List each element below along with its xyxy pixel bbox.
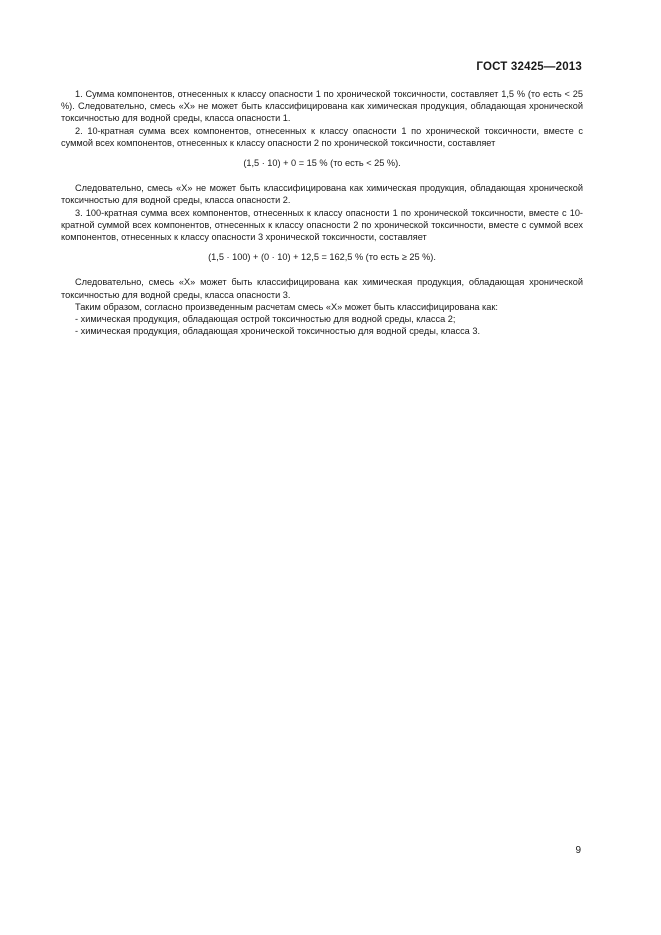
paragraph-1: 1. Сумма компонентов, отнесенных к классу опасности 1 по хронической токсичности, составляет 1,5 % (то есть < 25 %). Следовательно, смесь «Х» не может быть классифицирована как химическая продукция, обладающая хронической токсичностью для водной среды, класса опасности 1. <box>61 89 583 124</box>
paragraph-3: Следовательно, смесь «Х» не может быть классифицирована как химическая продукция, обладающая хронической токсичностью для водной среды, класса опасности 2. <box>61 183 583 206</box>
paragraph-4: 3. 100-кратная сумма всех компонентов, отнесенных к классу опасности 1 по хронической токсичности, вместе с 10-кратной суммой всех компонентов, отнесенных к классу опасности 2 по хронической токсичности, вместе с суммой всех компонентов, отнесенных к классу опасности 3 хронической токсичности, составляет <box>61 207 583 243</box>
paragraph-2: 2. 10-кратная сумма всех компонентов, отнесенных к классу опасности 1 по хронической токсичности, вместе с суммой всех компонентов, отнесенных к классу опасности 2 по хронической токсичности, составляет <box>61 125 583 148</box>
paragraph-6: Таким образом, согласно произведенным расчетам смесь «Х» может быть классифицирована как: <box>75 301 498 312</box>
paragraph-5: Следовательно, смесь «Х» может быть классифицирована как химическая продукция, обладающая хронической токсичностью для водной среды, класса опасности 3. <box>61 277 583 300</box>
formula-2: (1,5 · 100) + (0 · 10) + 12,5 = 162,5 % (то есть ≥ 25 %). <box>208 252 436 263</box>
formula-1: (1,5 · 10) + 0 = 15 % (то есть < 25 %). <box>243 158 401 169</box>
document-header: ГОСТ 32425—2013 <box>476 61 582 73</box>
list-item-1: - химическая продукция, обладающая острой токсичностью для водной среды, класса 2; <box>75 314 456 325</box>
page-number: 9 <box>575 845 581 856</box>
document-body <box>61 88 583 337</box>
list-item-2: - химическая продукция, обладающая хронической токсичностью для водной среды, класса 3. <box>75 326 481 337</box>
